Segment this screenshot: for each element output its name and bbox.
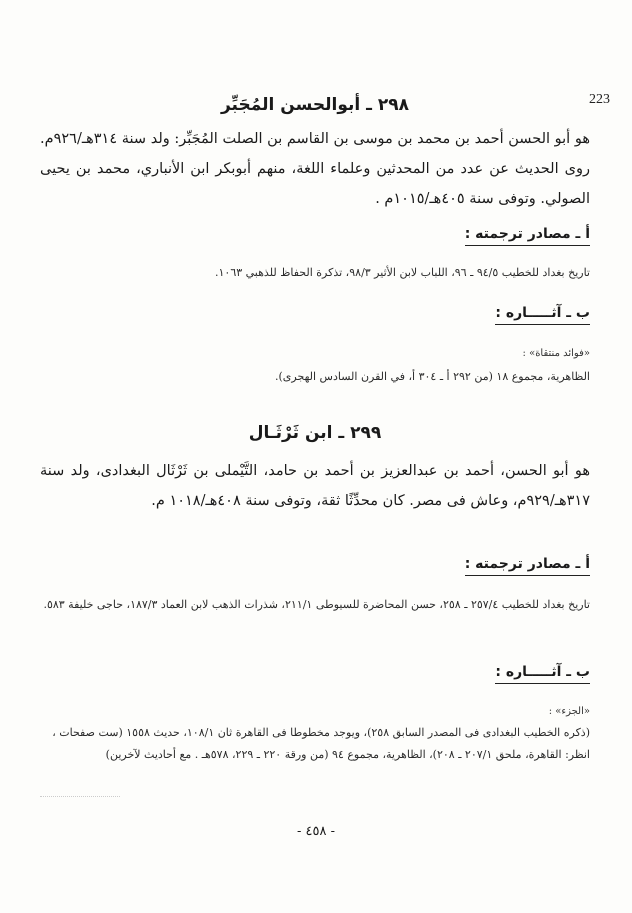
corner-page-number: 223 (589, 92, 610, 107)
page-number: - ٤٥٨ - (296, 824, 335, 839)
entry-298-works-text: الظاهرية، مجموع ١٨ (من ٢٩٢ أ ـ ٣٠٤ أ، في القرن السادس الهجرى). (275, 370, 590, 383)
entry-299-sources-heading-text: أ ـ مصادر ترجمته : (465, 556, 590, 576)
entry-299-heading: ٢٩٩ ـ ابن ثَرْثَـال (248, 423, 382, 443)
scan-speckle (40, 796, 120, 803)
entry-299-works-heading (495, 664, 590, 680)
entry-298-sources-text: تاريخ بغداد للخطيب ٩٤/٥ ـ ٩٦، اللباب لابن الأثير ٩٨/٣، تذكرة الحفاظ للذهبي ١٠٦٣. (215, 266, 590, 279)
entry-298-sources-heading (465, 226, 590, 242)
entry-298-works-heading (495, 305, 590, 321)
entry-299-works-heading-text: ب ـ آثـــــاره : (495, 664, 590, 684)
entry-299-body: هو أبو الحسن، أحمد بن عبدالعزيز بن أحمد بن حامد، التَّيْملى بن ثَرْثَال البغدادى، ولد سنة ٣١٧هـ/٩٢٩م، وعاش فى مصر. كان محدِّثًا ثقة، وتوفى سنة ٤٠٨هـ/١٠١٨ م. (40, 463, 590, 509)
entry-298-works-heading-text: ب ـ آثـــــاره : (495, 305, 590, 325)
entry-299-works-title: «الجزء» : (548, 706, 590, 717)
entry-298-body: هو أبو الحسن أحمد بن محمد بن موسى بن القاسم بن الصلت المُجَبِّر: ولد سنة ٣١٤هـ/٩٢٦م. روى الحديث عن عدد من المحدثين وعلماء اللغة، منهم أبوبكر ابن الأنباري، محمد بن يحيى الصولي. وتوفى سنة ٤٠٥هـ/١٠١٥م . (40, 131, 590, 207)
entry-299-sources-text: تاريخ بغداد للخطيب ٢٥٧/٤ ـ ٢٥٨، حسن المحاضرة للسيوطى ٢١١/١، شذرات الذهب لابن العماد ١٨٧/٣، حاجى خليفة ٥٨٣. (43, 598, 590, 611)
entry-299-works-text: (ذكره الخطيب البغدادى فى المصدر السابق ٢٥٨)، ويوجد مخطوطا فى القاهرة ثان ١٠٨/١، حديث ١٥٥٨ (ست صفحات ، انظر: القاهرة، ملحق ٢٠٧/١ ـ ٢٠٨)، الظاهرية، مجموع ٩٤ (من ورقة ٢٢٠ ـ ٢٢٩، ٥٧٨هـ . مع أحاديث لآخرين) (52, 726, 590, 761)
entry-298-works-title: «فوائد منتقاة» : (522, 348, 590, 359)
entry-298-heading: ٢٩٨ ـ أبوالحسن المُجَبِّر (220, 95, 409, 115)
entry-299-sources-heading (465, 556, 590, 572)
entry-298-sources-heading-text: أ ـ مصادر ترجمته : (465, 226, 590, 246)
